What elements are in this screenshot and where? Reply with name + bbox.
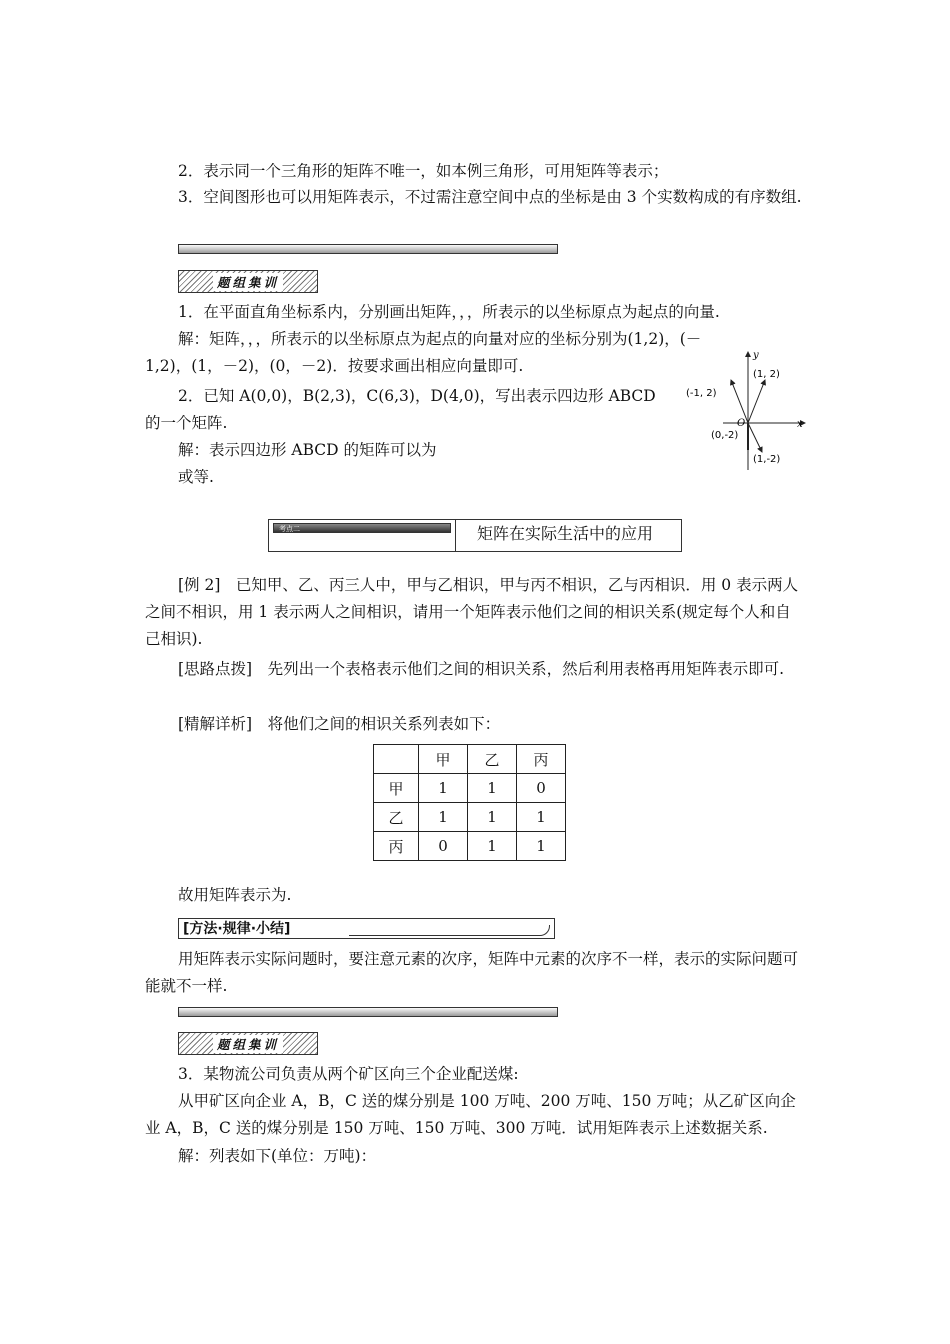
example-2-text: [例 2] 已知甲、乙、丙三人中，甲与乙相识，甲与丙不相识，乙与丙相识．用 0 表示两人之间不相识，用 1 表示两人之间相识，请用一个矩阵表示他们之间的相识关系(规定每个人和自己相识). bbox=[145, 576, 799, 648]
method-summary-text: 用矩阵表示实际问题时，要注意元素的次序，矩阵中元素的次序不一样，表示的实际问题可能就不一样. bbox=[145, 950, 799, 995]
point-label-neg1-2: (-1, 2) bbox=[686, 388, 717, 399]
vector-neg1-2 bbox=[731, 380, 748, 423]
exercise-3-question: 3．某物流公司负责从两个矿区向三个企业配送煤: bbox=[178, 1065, 519, 1083]
example-2-hint: [思路点拨] 先列出一个表格表示他们之间的相识关系，然后利用表格再用矩阵表示即可. bbox=[178, 660, 785, 678]
example-2-detail: [精解详析] 将他们之间的相识关系列表如下： bbox=[178, 715, 501, 733]
exercise-1-solution-line2: 1,2)，(1，－2)，(0，－2)．按要求画出相应向量即可. bbox=[145, 357, 524, 375]
table-cell: 0 bbox=[517, 774, 566, 803]
intro-point-2: 2．表示同一个三角形的矩阵不唯一，如本例三角形，可用矩阵等表示； bbox=[178, 162, 669, 180]
origin-label: O bbox=[737, 418, 746, 429]
method-summary-banner bbox=[178, 918, 555, 939]
method-summary-title: [方法·规律·小结] bbox=[183, 921, 291, 937]
example-2-conclusion: 故用矩阵表示为. bbox=[178, 886, 292, 904]
y-label: y bbox=[753, 350, 759, 361]
intro-point-3: 3．空间图形也可以用矩阵表示，不过需注意空间中点的坐标是由 3 个实数构成的有序数组. bbox=[178, 188, 802, 206]
section-divider bbox=[455, 520, 456, 551]
exercise-2-question-line1: 2．已知 A(0,0)，B(2,3)，C(6,3)，D(4,0)，写出表示四边形 ABCD bbox=[178, 387, 656, 405]
exercise-2-solution-tail: 或等. bbox=[178, 468, 214, 486]
table-cell: 1 bbox=[517, 832, 566, 861]
point-label-1-neg2: (1,-2) bbox=[753, 454, 781, 465]
section-badge: 考点二 bbox=[273, 523, 451, 533]
banner-curve bbox=[349, 925, 550, 936]
table-cell: 1 bbox=[419, 803, 468, 832]
table-cell: 1 bbox=[419, 774, 468, 803]
table-row bbox=[374, 774, 566, 803]
vector-1-2 bbox=[748, 380, 765, 423]
x-label: x bbox=[797, 419, 803, 430]
exercise-1-question: 1．在平面直角坐标系内，分别画出矩阵，，，所表示的以坐标原点为起点的向量. bbox=[178, 303, 720, 321]
acquaintance-table bbox=[373, 744, 566, 861]
table-cell: 乙 bbox=[374, 803, 419, 832]
table-cell: 0 bbox=[419, 832, 468, 861]
table-cell bbox=[374, 745, 419, 774]
table-header-row bbox=[374, 745, 566, 774]
table-row bbox=[374, 832, 566, 861]
exercise-tag: 题组集训 bbox=[178, 270, 318, 293]
table-cell: 乙 bbox=[468, 745, 517, 774]
point-label-0-neg2: (0,-2) bbox=[711, 430, 739, 441]
exercise-tag: 题组集训 bbox=[178, 1032, 318, 1055]
divider-bar bbox=[178, 1007, 558, 1017]
table-cell: 甲 bbox=[374, 774, 419, 803]
exercise-3-solution: 解：列表如下(单位：万吨)： bbox=[178, 1147, 377, 1165]
table-cell: 1 bbox=[468, 832, 517, 861]
section-title: 矩阵在实际生活中的应用 bbox=[477, 524, 654, 543]
section-heading bbox=[268, 519, 682, 552]
divider-bar bbox=[178, 244, 558, 254]
table-cell: 丙 bbox=[517, 745, 566, 774]
table-cell: 甲 bbox=[419, 745, 468, 774]
point-label-1-2: (1, 2) bbox=[753, 369, 780, 380]
table-row bbox=[374, 803, 566, 832]
table-cell: 1 bbox=[468, 774, 517, 803]
exercise-1-solution-line1: 解：矩阵，，，所表示的以坐标原点为起点的向量对应的坐标分别为(1,2)，(－ bbox=[178, 330, 702, 348]
exercise-2-question-line2: 的一个矩阵. bbox=[145, 414, 228, 432]
table-cell: 1 bbox=[468, 803, 517, 832]
exercise-3-text: 从甲矿区向企业 A，B，C 送的煤分别是 100 万吨、200 万吨、150 万吨；从乙矿区向企业 A，B，C 送的煤分别是 150 万吨、150 万吨、300 万吨．试用矩阵表示上述数据关系. bbox=[145, 1092, 796, 1137]
table-cell: 丙 bbox=[374, 832, 419, 861]
vector-graph bbox=[683, 348, 813, 473]
exercise-2-solution: 解：表示四边形 ABCD 的矩阵可以为 bbox=[178, 441, 437, 459]
table-cell: 1 bbox=[517, 803, 566, 832]
vector-1-neg2 bbox=[748, 423, 762, 452]
